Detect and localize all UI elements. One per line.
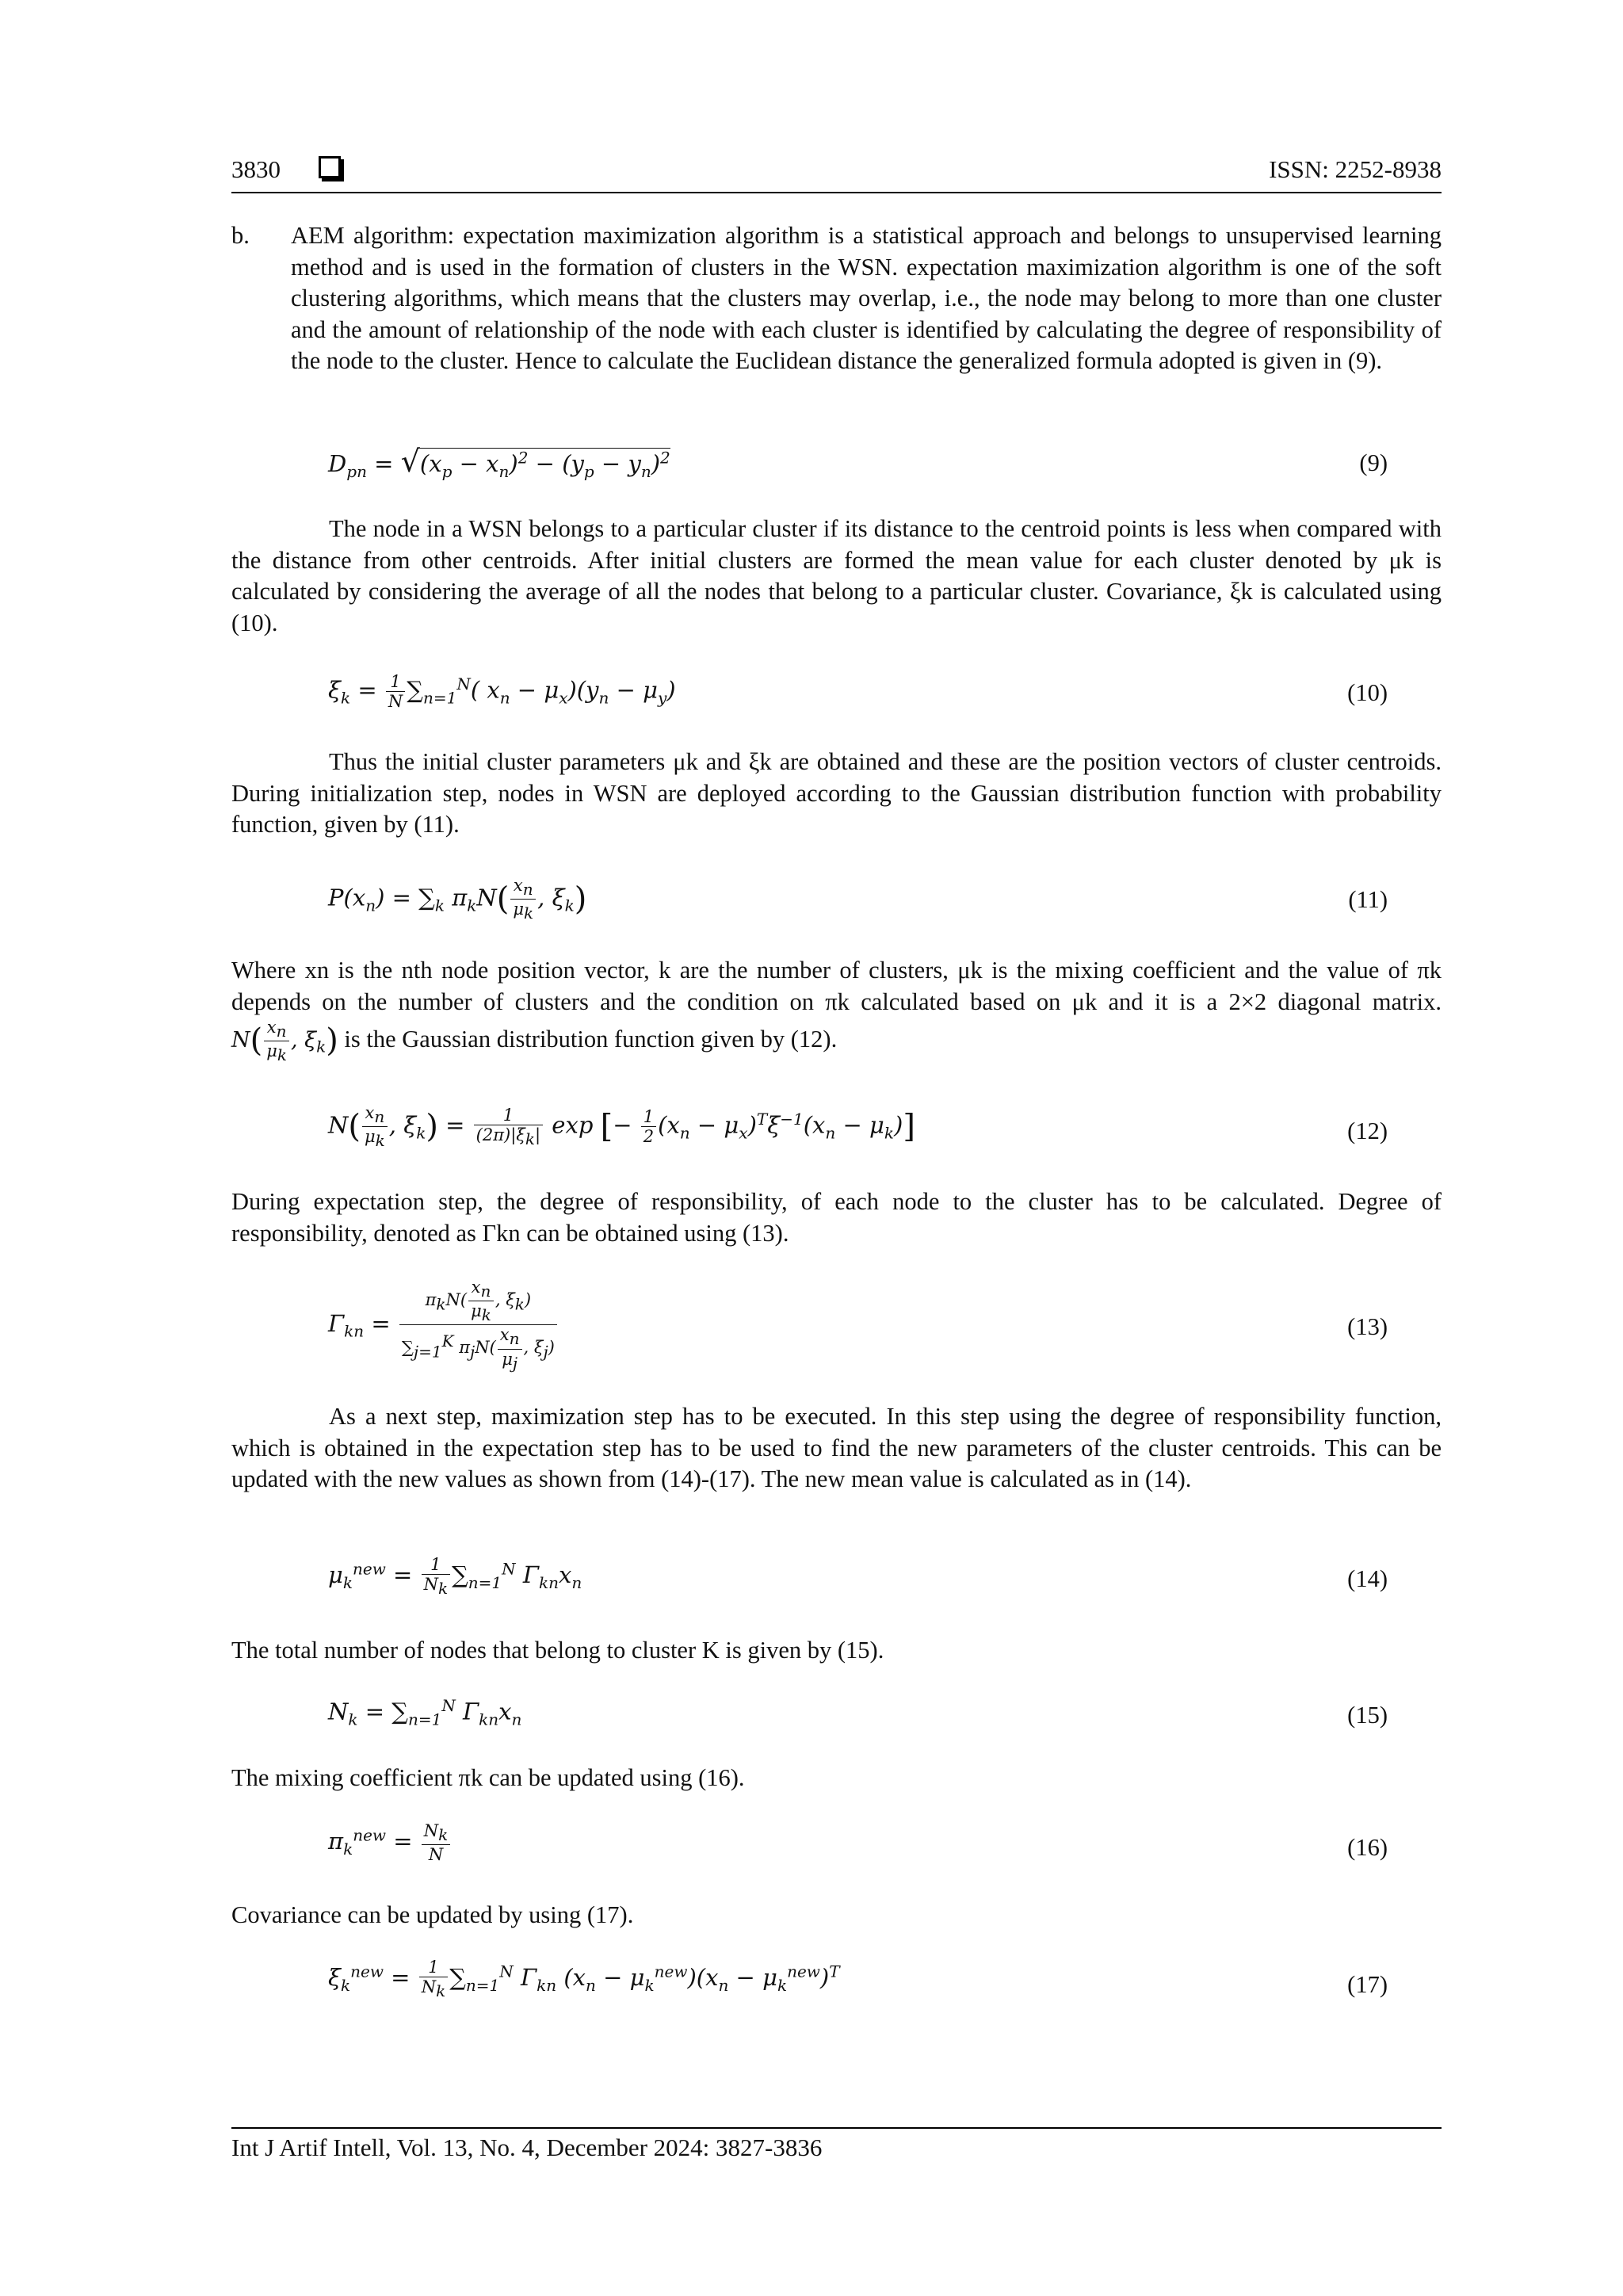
- equation-14: $\mu_k^{new}$ = $\frac{1}{N_k}$ $\sum_{n=1}^N$ $\Gamma_{kn}x_n$: [328, 1555, 582, 1599]
- equation-12: N( $\frac{x_n}{\mu_k}$ , $\xi_k$) = $\frac{1}{(2\pi)|\xi_k|}$ exp [− $\frac{1}{2}$ $(x_n - \mu_x)^T\xi^{-1}(x_n - \mu_k)$]: [328, 1103, 915, 1151]
- paragraph-1: The node in a WSN belongs to a particular cluster if its distance to the centroid points is less when compared with the distance from other centroids. After initial clusters are formed the mean value for each cluster denoted by μk is calculated by considering the average of all the nodes that belong to a particular cluster. Covariance, ξk is calculated using (10).: [231, 515, 1442, 636]
- list-item-text: AEM algorithm: expectation maximization algorithm is a statistical approach and belongs to unsupervised learning method and is used in the formation of clusters in the WSN. expectation maximization algorithm is one of the soft clustering algorithms, which means that the clusters may overlap, i.e., the node may belong to more than one cluster and the amount of relationship of the node with each cluster is identified by calculating the degree of responsibility of the node to the cluster. Hence to calculate the Euclidean distance the generalized formula adopted is given in (9).: [291, 222, 1442, 374]
- issn-label: ISSN: 2252-8938: [1269, 155, 1442, 183]
- page-header: [231, 154, 1442, 193]
- paragraph-3: [231, 955, 1442, 1064]
- equation-13: $\Gamma_{kn}$ = $\pi_kN$( $\frac{x_n}{\mu_k}$ , $\xi_k$) $\sum_{j=1}^K$ $\pi_jN$( $\frac{x_n}{\mu_j}$ , $\xi_j$): [328, 1278, 559, 1373]
- paragraph-4: During expectation step, the degree of responsibility, of each node to the cluster has to be calculated. Degree of responsibility, denoted as Γkn can be obtained using (13).: [231, 1188, 1442, 1247]
- equation-number-13: (13): [1347, 1313, 1388, 1340]
- paragraph-3-text: Where xn is the nth node position vector, k are the number of clusters, μk is the mixing coefficient and the value of πk depends on the number of clusters and the condition on πk calculated based on μk and it is a 2×2 diagonal matrix.: [231, 957, 1442, 1015]
- list-item-label: b.: [231, 222, 250, 249]
- paragraph-7: The mixing coefficient πk can be updated using (16).: [231, 1764, 745, 1791]
- paragraph-5: As a next step, maximization step has to be executed. In this step using the degree of responsibility function, which is obtained in the expectation step has to be used to find the new parameters of the cluster centroids. This can be updated with the new values as shown from (14)-(17). The new mean value is calculated as in (14).: [231, 1403, 1442, 1492]
- equation-number-11: (11): [1348, 886, 1388, 913]
- equation-number-9: (9): [1359, 449, 1388, 476]
- equation-number-10: (10): [1347, 679, 1388, 706]
- equation-11: $P(x_n) = \sum_k$ $\pi_kN$( $\frac{x_n}{\mu_k}$ , $\xi_k$): [328, 876, 587, 923]
- list-item-b: [231, 220, 1442, 411]
- box-bullet-icon: [319, 156, 341, 178]
- page-number: 3830: [231, 155, 281, 183]
- inline-gaussian: N( $\frac{x_n}{\mu_k}$ , $\xi_k$): [231, 1018, 338, 1065]
- equation-number-17: (17): [1347, 1971, 1388, 1998]
- equation-16: $\pi_k^{new}$ = $\frac{N_k}{N}$: [328, 1821, 452, 1864]
- paragraph-6: The total number of nodes that belong to cluster K is given by (15).: [231, 1637, 884, 1664]
- equation-number-14: (14): [1347, 1565, 1388, 1592]
- equation-10: $\xi_k$ = $\frac{1}{N}$ $\sum_{n=1}^N$( $x_n - \mu_x)(y_n - \mu_y)$: [328, 672, 676, 711]
- paragraph-8: Covariance can be updated by using (17).: [231, 1901, 634, 1928]
- equation-number-15: (15): [1347, 1702, 1388, 1729]
- paragraph-3-tail: is the Gaussian distribution function given by (12).: [344, 1026, 838, 1053]
- equation-15: $N_k = \sum_{n=1}^N$ $\Gamma_{kn}x_n$: [328, 1696, 522, 1729]
- equation-17: $\xi_k^{new}$ = $\frac{1}{N_k}$ $\sum_{n=1}^N$ $\Gamma_{kn}$ $(x_n - \mu_k^{new})(x_n - \mu_k^{new})^T$: [328, 1958, 840, 2001]
- equation-number-12: (12): [1347, 1117, 1388, 1144]
- equation-number-16: (16): [1347, 1834, 1388, 1861]
- equation-9: $D_{pn} = √(x_p - x_n)^2 - (y_p - y_n)^2$: [328, 444, 670, 481]
- paragraph-2: Thus the initial cluster parameters μk and ξk are obtained and these are the position vectors of cluster centroids. During initialization step, nodes in WSN are deployed according to the Gaussian distribution function with probability function, given by (11).: [231, 748, 1442, 838]
- page-footer: [231, 2127, 1442, 2162]
- journal-citation: Int J Artif Intell, Vol. 13, No. 4, December 2024: 3827-3836: [231, 2134, 823, 2161]
